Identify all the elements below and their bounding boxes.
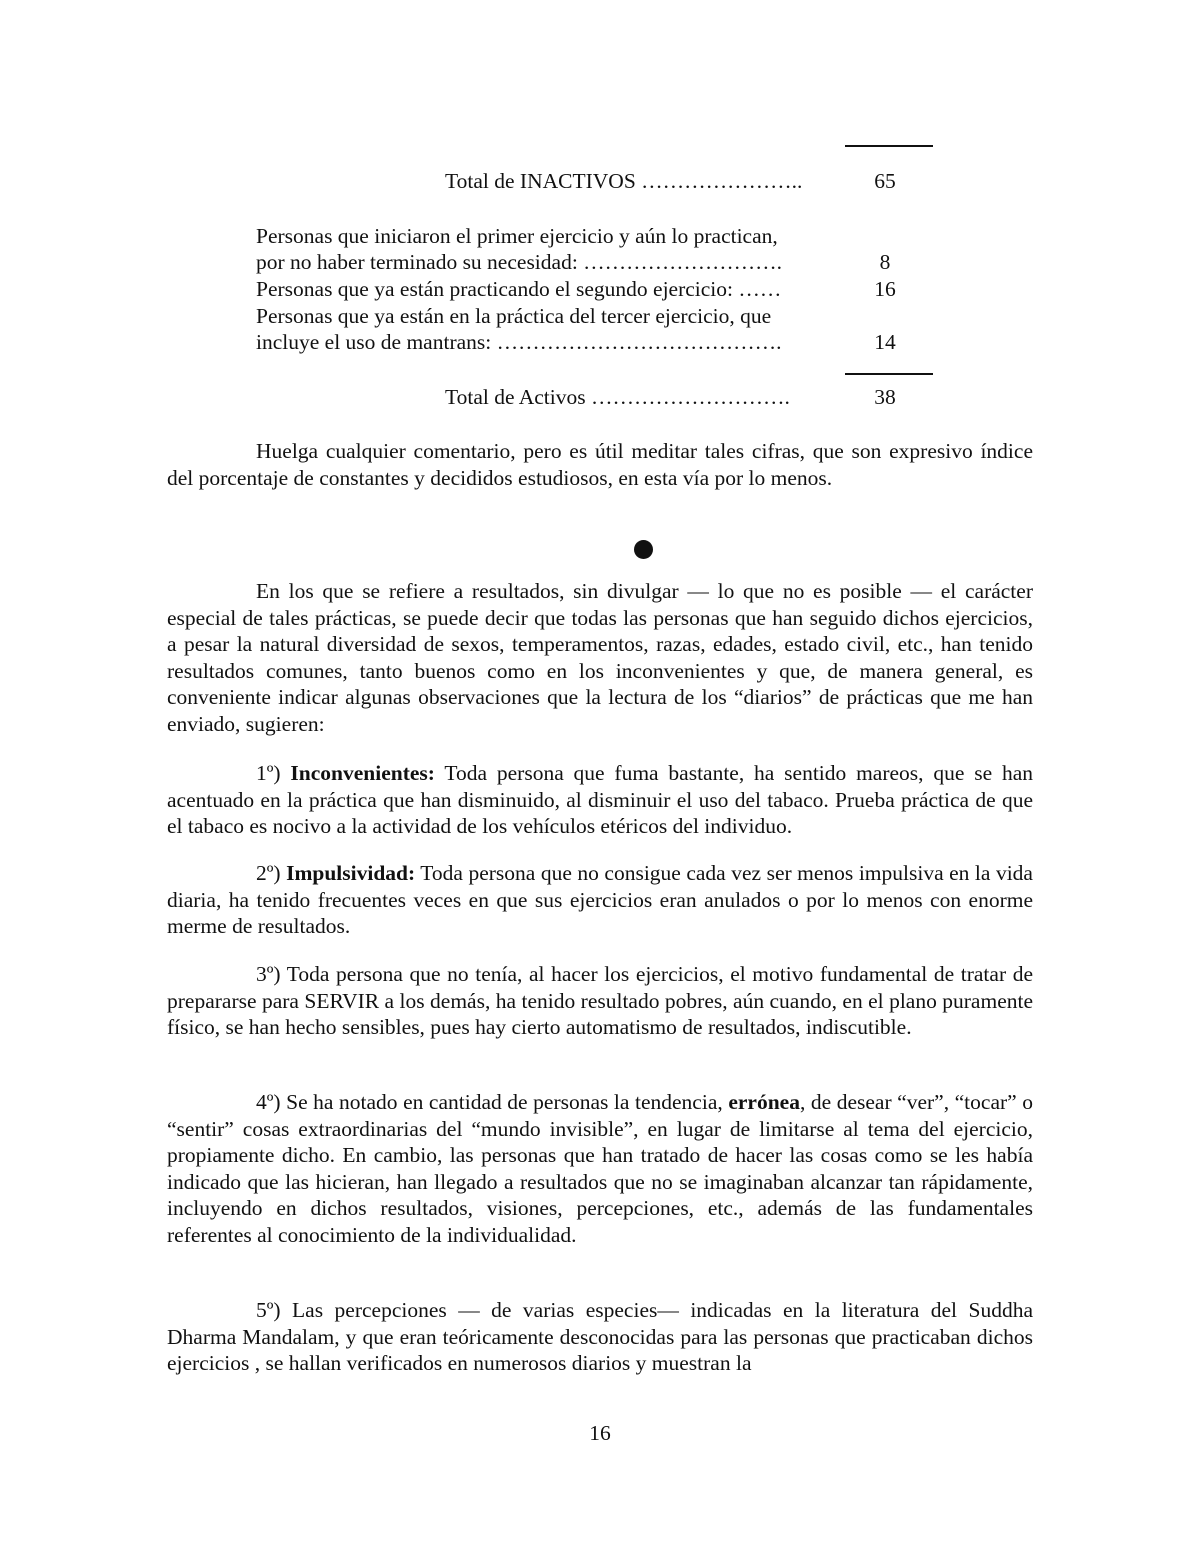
item-4-text-before: 4º) Se ha notado en cantidad de personas la tendencia, xyxy=(256,1090,723,1114)
item-2-title: Impulsividad: xyxy=(286,861,416,885)
item-2-paragraph xyxy=(167,860,1033,940)
active-row-2-value: 16 xyxy=(874,277,896,301)
item-4-paragraph xyxy=(167,1089,1033,1249)
item-2-number: 2º) xyxy=(256,861,281,885)
item-5-paragraph: 5º) Las percepciones — de varias especies— indicadas en la literatura del Suddha Dharma Mandalam, y que eran teóricamente desconocidas para las personas que practicaban dichos ejercicios , se hallan verificados en numerosos diarios y muestran la xyxy=(167,1298,1033,1376)
inactive-total-value: 65 xyxy=(874,169,896,193)
active-row-3-line-2: incluye el uso de mantrans: …………………………………. xyxy=(256,330,782,354)
active-row-3-value: 14 xyxy=(874,330,896,354)
item-1-paragraph xyxy=(167,760,1033,840)
active-total-label: Total de Activos ………………………. xyxy=(445,385,790,409)
active-row-2-line-1: Personas que ya están practicando el segundo ejercicio: …… xyxy=(256,277,782,301)
active-row-1-line-1: Personas que iniciaron el primer ejercicio y aún lo practican, xyxy=(256,224,778,248)
comment-paragraph: Huelga cualquier comentario, pero es útil meditar tales cifras, que son expresivo índice del porcentaje de constantes y decididos estudiosos, en esta vía por lo menos. xyxy=(167,439,1033,490)
section-bullet-icon xyxy=(634,540,653,559)
inactive-total-label: Total de INACTIVOS ………………….. xyxy=(445,169,803,193)
item-4-text-after: , de desear “ver”, “tocar” o “sentir” cosas extraordinarias del “mundo invisible”, en lugar de limitarse al tema del ejercicio, propiamente dicho. En cambio, las personas que han tratado de hacer las cosas como se les había indicado que las hicieran, han llegado a resultados que no se imaginaban alcanzar tan rápidamente, incluyendo en dichos resultados, visiones, percepciones, etc., además de las fundamentales referentes al conocimiento de la individualidad. xyxy=(167,1090,1033,1247)
results-intro-paragraph: En los que se refiere a resultados, sin divulgar — lo que no es posible — el carácter especial de tales prácticas, se puede decir que todas las personas que han seguido dichos ejercicios, a pesar la natural diversidad de sexos, temperamentos, razas, edades, estado civil, etc., han tenido resultados comunes, tanto buenos como en los inconvenientes y que, de manera general, es conveniente indicar algunas observaciones que la lectura de los “diarios” de prácticas que me han enviado, sugieren: xyxy=(167,579,1033,736)
item-1-title: Inconvenientes: xyxy=(290,761,435,785)
item-1-number: 1º) xyxy=(256,761,281,785)
item-4-bold-word: errónea xyxy=(728,1090,800,1114)
page-number: 16 xyxy=(589,1421,611,1445)
active-total-value: 38 xyxy=(874,385,896,409)
active-row-1-value: 8 xyxy=(879,250,891,274)
item-3-paragraph: 3º) Toda persona que no tenía, al hacer los ejercicios, el motivo fundamental de tratar de prepararse para SERVIR a los demás, ha tenido resultado pobres, aún cuando, en el plano puramente físico, se han hecho sensibles, pues hay cierto automatismo de resultados, indiscutible. xyxy=(167,962,1033,1040)
item-2-text: Toda persona que no consigue cada vez ser menos impulsiva en la vida diaria, ha tenido frecuentes veces en que sus ejercicios eran anulados o por lo menos con enorme merme de resultados. xyxy=(167,861,1033,939)
active-row-3-line-1: Personas que ya están en la práctica del tercer ejercicio, que xyxy=(256,304,772,328)
active-row-1-line-2: por no haber terminado su necesidad: ………………………. xyxy=(256,250,783,274)
active-total-rule xyxy=(845,373,933,375)
item-1-text: Toda persona que fuma bastante, ha sentido mareos, que se han acentuado en la práctica que han disminuido, al disminuir el uso del tabaco. Prueba práctica de que el tabaco es nocivo a la actividad de los vehículos etéricos del individuo. xyxy=(167,761,1033,839)
inactive-total-rule xyxy=(845,145,933,147)
